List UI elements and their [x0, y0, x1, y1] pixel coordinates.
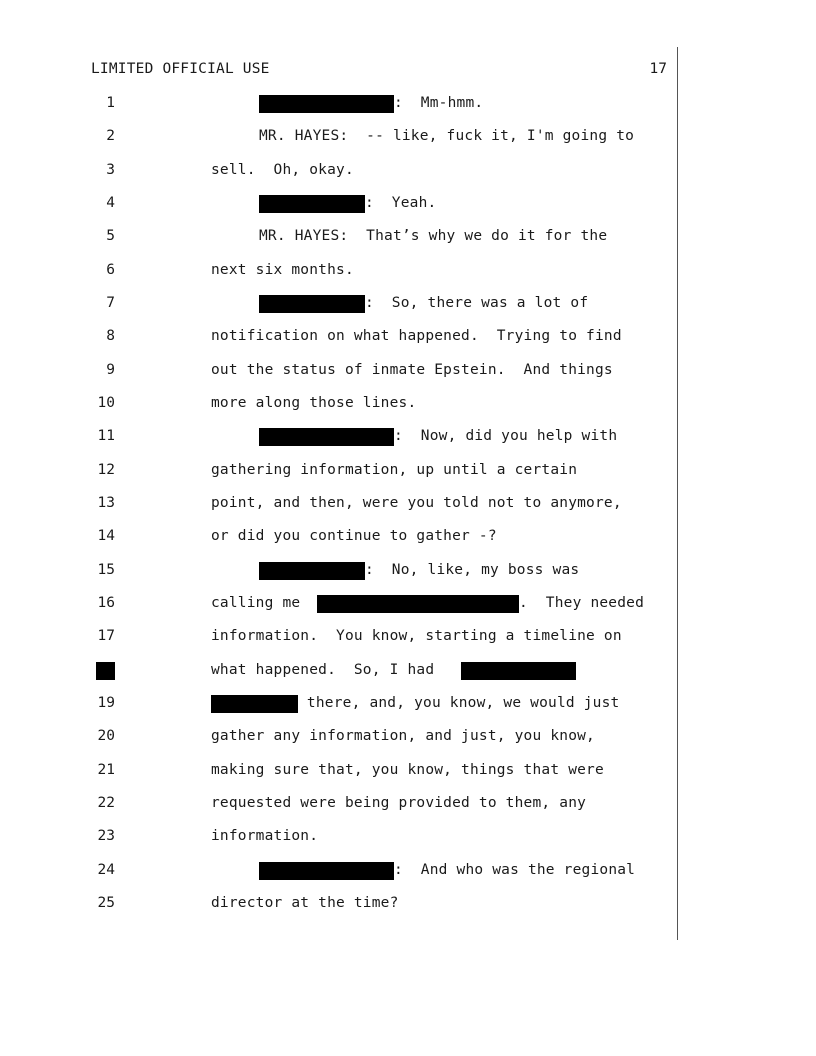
line-text: making sure that, you know, things that were	[211, 762, 604, 778]
line-text: notification on what happened. Trying to find	[211, 328, 622, 344]
line-number: 25	[97, 895, 115, 911]
line-number: 17	[97, 628, 115, 644]
line-number: 20	[97, 728, 115, 744]
redaction-block	[259, 562, 365, 580]
line-number: 16	[97, 595, 115, 611]
transcript-line	[0, 162, 816, 182]
page-header-classification: LIMITED OFFICIAL USE	[91, 61, 270, 77]
line-number: 10	[97, 395, 115, 411]
transcript-line	[0, 795, 816, 815]
transcript-line	[0, 595, 816, 615]
redaction-block	[211, 695, 298, 713]
line-number: 1	[106, 95, 115, 111]
line-text: information.	[211, 828, 319, 844]
line-number: 8	[106, 328, 115, 344]
page-number: 17	[649, 61, 667, 77]
redaction-block	[259, 295, 365, 313]
line-number: 19	[97, 695, 115, 711]
transcript-line	[0, 495, 816, 515]
redaction-block	[259, 95, 394, 113]
transcript-line	[0, 462, 816, 482]
line-number: 5	[106, 228, 115, 244]
line-text: : Mm-hmm.	[394, 95, 484, 111]
line-text: . They needed	[519, 595, 645, 611]
line-number: 11	[97, 428, 115, 444]
transcript-line	[0, 895, 816, 915]
line-text: or did you continue to gather -?	[211, 528, 497, 544]
line-number: 3	[106, 162, 115, 178]
line-text: requested were being provided to them, any	[211, 795, 587, 811]
line-text: calling me	[211, 595, 301, 611]
transcript-line	[0, 228, 816, 248]
transcript-line	[0, 662, 816, 682]
line-text: : So, there was a lot of	[365, 295, 589, 311]
transcript-line	[0, 128, 816, 148]
line-text: : Yeah.	[365, 195, 437, 211]
line-number: 9	[106, 362, 115, 378]
line-text: gather any information, and just, you know,	[211, 728, 595, 744]
transcript-line	[0, 362, 816, 382]
line-text: MR. HAYES: That’s why we do it for the	[259, 228, 608, 244]
redaction-block	[259, 428, 394, 446]
redaction-block	[461, 662, 576, 680]
transcript-line	[0, 295, 816, 315]
transcript-line	[0, 695, 816, 715]
line-text: more along those lines.	[211, 395, 417, 411]
line-text: sell. Oh, okay.	[211, 162, 354, 178]
line-number: 2	[106, 128, 115, 144]
transcript-line	[0, 762, 816, 782]
line-text: gathering information, up until a certain	[211, 462, 578, 478]
redaction-block	[259, 862, 394, 880]
line-number: 24	[97, 862, 115, 878]
line-number: 13	[97, 495, 115, 511]
line-number: 4	[106, 195, 115, 211]
transcript-line	[0, 862, 816, 882]
redaction-block	[317, 595, 519, 613]
line-number: 14	[97, 528, 115, 544]
redaction-block	[259, 195, 365, 213]
transcript-line	[0, 195, 816, 215]
line-text: director at the time?	[211, 895, 399, 911]
transcript-line	[0, 628, 816, 648]
line-number-redaction	[96, 662, 115, 680]
transcript-line	[0, 395, 816, 415]
line-number: 22	[97, 795, 115, 811]
line-text: : No, like, my boss was	[365, 562, 580, 578]
transcript-line	[0, 95, 816, 115]
transcript-line	[0, 528, 816, 548]
line-number: 15	[97, 562, 115, 578]
transcript-line	[0, 428, 816, 448]
line-number: 6	[106, 262, 115, 278]
transcript-line	[0, 828, 816, 848]
transcript-line	[0, 262, 816, 282]
line-number: 7	[106, 295, 115, 311]
line-text: MR. HAYES: -- like, fuck it, I'm going to	[259, 128, 635, 144]
line-text: next six months.	[211, 262, 354, 278]
line-number: 23	[97, 828, 115, 844]
line-text: point, and then, were you told not to anymore,	[211, 495, 622, 511]
line-number: 21	[97, 762, 115, 778]
transcript-line	[0, 328, 816, 348]
line-number: 12	[97, 462, 115, 478]
line-text: information. You know, starting a timeline on	[211, 628, 622, 644]
transcript-line	[0, 562, 816, 582]
line-text: : And who was the regional	[394, 862, 636, 878]
transcript-line	[0, 728, 816, 748]
line-text: out the status of inmate Epstein. And things	[211, 362, 613, 378]
line-text: there, and, you know, we would just	[298, 695, 620, 711]
line-text: : Now, did you help with	[394, 428, 618, 444]
line-text: what happened. So, I had	[211, 662, 435, 678]
